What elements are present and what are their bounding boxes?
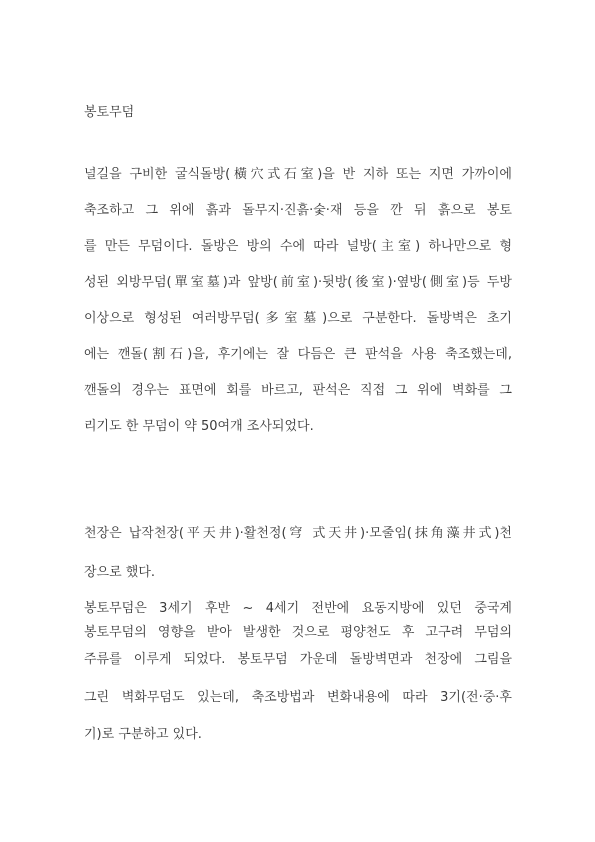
- paragraph-3-line-3: 주류를 이루게 되었다. 봉토무덤 가운데 돌방벽면과 천장에 그림을: [84, 652, 512, 667]
- paragraph-3-line-4: 그린 벽화무덤도 있는데, 축조방법과 변화내용에 따라 3기(전·중·후: [84, 690, 512, 705]
- paragraph-1-line-4: 성된 외방무덤(單室墓)과 앞방(前室)·뒷방(後室)·옆방(側室)등 두방: [84, 275, 512, 290]
- paragraph-1-line-7: 깬돌의 경우는 표면에 회를 바르고, 판석은 직접 그 위에 벽화를 그: [84, 383, 512, 398]
- paragraph-2-line-2: 장으로 했다.: [84, 565, 156, 580]
- paragraph-3-line-1: 봉토무덤은 3세기 후반 ~ 4세기 전반에 요동지방에 있던 중국계: [84, 601, 512, 616]
- paragraph-1-line-5: 이상으로 형성된 여러방무덤(多室墓)으로 구분한다. 돌방벽은 초기: [84, 311, 512, 326]
- paragraph-1-line-3: 를 만든 무덤이다. 돌방은 방의 수에 따라 널방(主室) 하나만으로 형: [84, 239, 512, 254]
- document-title: 봉토무덤: [84, 105, 135, 120]
- paragraph-1-line-2: 축조하고 그 위에 흙과 돌무지·진흙·숯·재 등을 깐 뒤 흙으로 봉토: [84, 203, 512, 218]
- paragraph-2-line-1: 천장은 납작천장(平天井)·활천정(穹 式天井)·모줄임(抹角藻井式)천: [84, 526, 512, 541]
- paragraph-1-line-1: 널길을 구비한 굴식돌방(橫穴式石室)을 반 지하 또는 지면 가까이에: [84, 167, 512, 182]
- paragraph-3-line-5: 기)로 구분하고 있다.: [84, 727, 202, 742]
- paragraph-1-line-6: 에는 깬돌(割石)을, 후기에는 잘 다듬은 큰 판석을 사용 축조했는데,: [84, 347, 512, 362]
- paragraph-1-line-8: 리기도 한 무덤이 약 50여개 조사되었다.: [84, 419, 314, 434]
- paragraph-3-line-2: 봉토무덤의 영향을 받아 발생한 것으로 평양천도 후 고구려 무덤의: [84, 625, 512, 640]
